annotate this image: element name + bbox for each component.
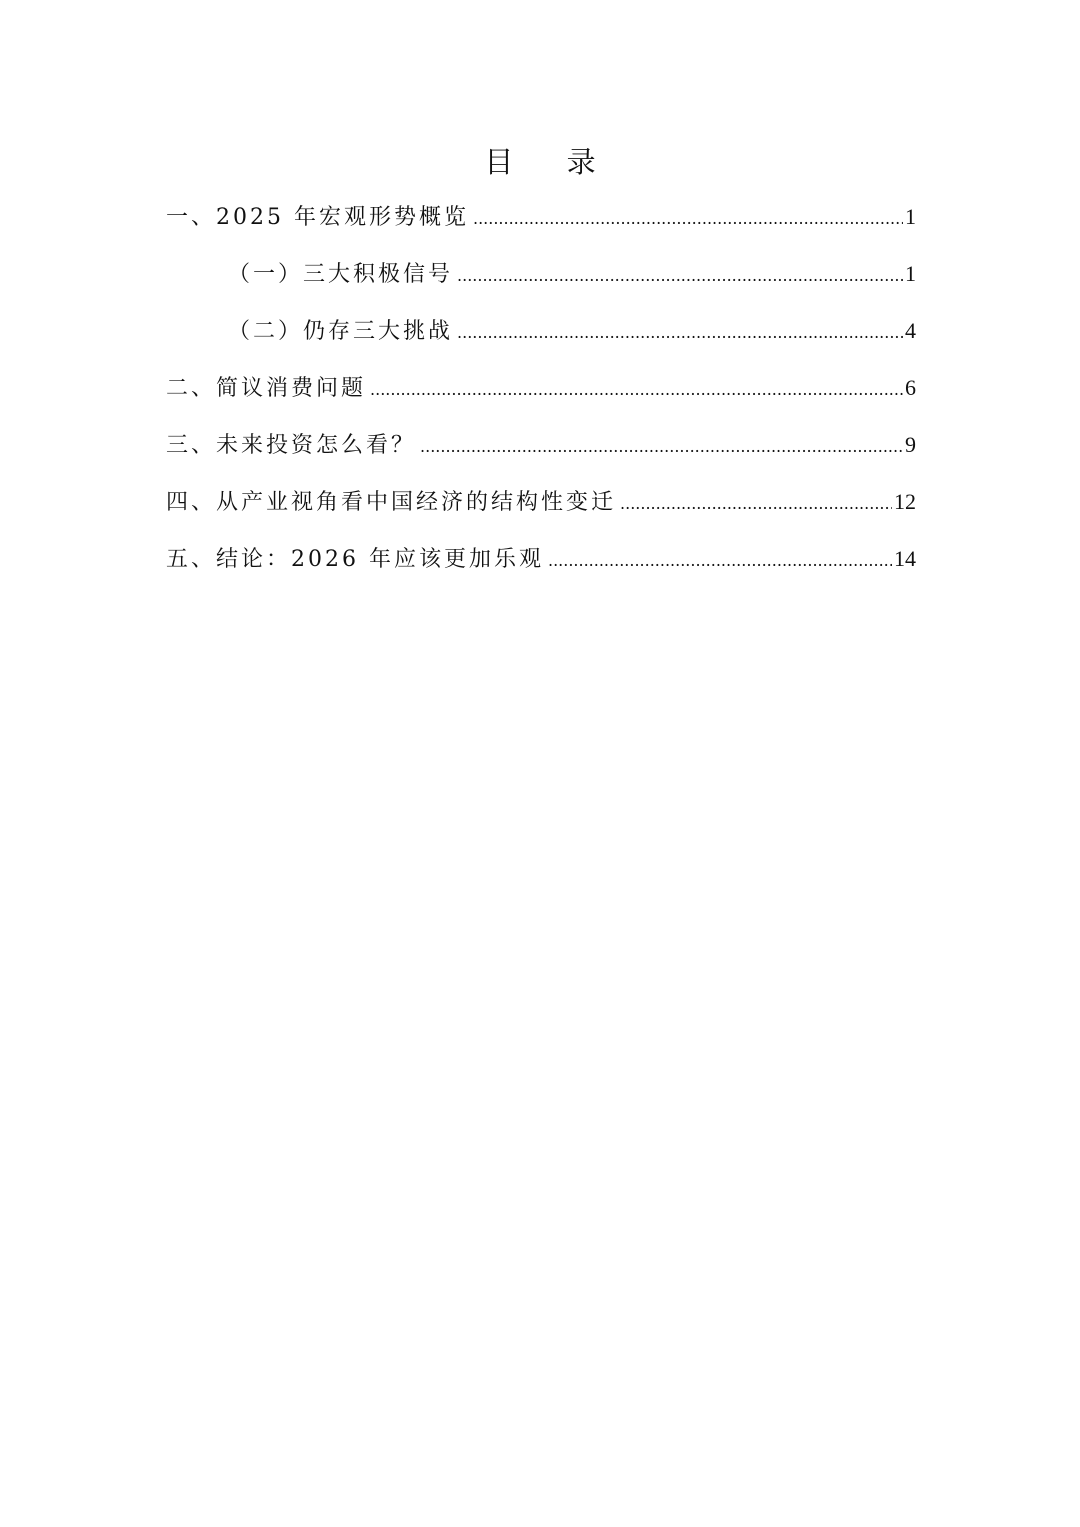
dot-leader [473,198,903,240]
toc-entry-text: 一、2025 年宏观形势概览 [166,205,469,230]
toc-entry-macro-overview[interactable] [166,196,916,253]
toc-page-number: 1 [905,204,916,229]
toc-entry-positive-signals[interactable] [166,253,916,310]
dot-leader [457,255,903,297]
toc-entry-text: 三、未来投资怎么看？ [166,433,417,458]
toc-entry-text: 五、结论：2026 年应该更加乐观 [166,547,544,572]
toc-entry-investment[interactable] [166,424,916,481]
toc-entry-conclusion[interactable] [166,538,916,595]
toc-entry-industry-structure[interactable] [166,481,916,538]
table-of-contents [166,196,916,595]
toc-entry-challenges[interactable] [166,310,916,367]
toc-entry-text: （一）三大积极信号 [228,262,454,287]
toc-page-number: 14 [894,546,916,571]
page-title: 目 录 [484,145,618,179]
toc-entry-text: 四、从产业视角看中国经济的结构性变迁 [166,490,617,515]
toc-page-number: 12 [894,489,916,514]
toc-entry-text: （二）仍存三大挑战 [228,319,454,344]
dot-leader [420,426,903,468]
toc-page-number: 1 [905,261,916,286]
dot-leader [370,369,903,411]
dot-leader [548,540,892,582]
toc-page-number: 4 [905,318,916,343]
dot-leader [457,312,903,354]
toc-page-number: 9 [905,432,916,457]
dot-leader [620,483,892,525]
toc-entry-text: 二、简议消费问题 [166,376,367,401]
toc-page-number: 6 [905,375,916,400]
toc-entry-consumption[interactable] [166,367,916,424]
